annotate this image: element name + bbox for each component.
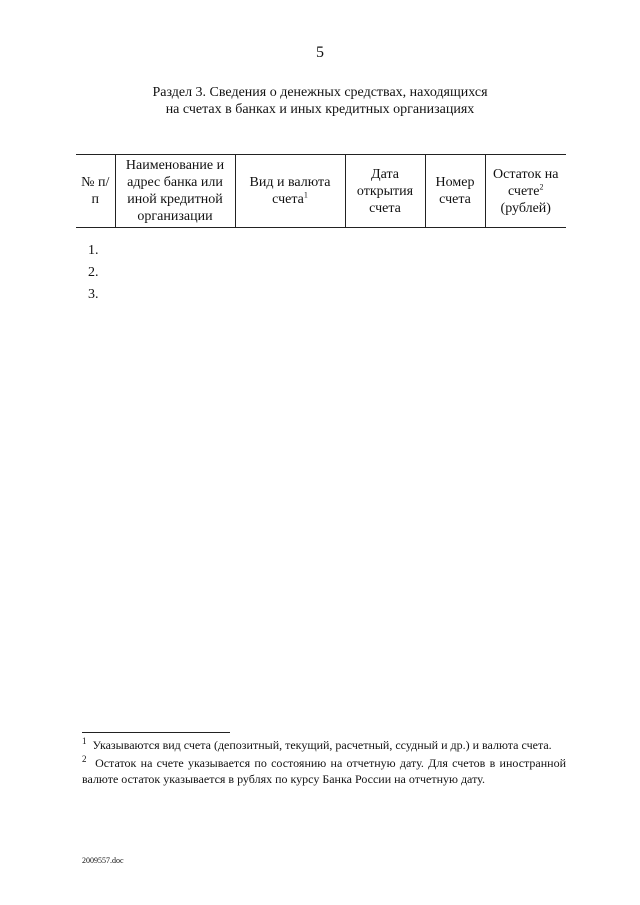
section-title [0, 84, 640, 118]
document-filename: 2009557.doc [82, 856, 124, 865]
table-header-row [76, 155, 566, 228]
header-account-type: Вид и валюта счета$^1$ [235, 155, 345, 228]
footnote-divider [82, 732, 230, 733]
header-number: № п/п [76, 155, 115, 228]
list-item: 2. [88, 265, 99, 280]
section-title-line-1: Раздел 3. Сведения о денежных средствах, находящихся [152, 85, 488, 100]
header-opening-date: Дата открытия счета [345, 155, 425, 228]
footnotes [82, 737, 566, 789]
footnote-2: $^2$ Остаток на счете указывается по состоянию на отчетную дату. Для счетов в иностранной валюте остаток указывается в рублях по курсу Банка России на отчетную дату. [82, 754, 567, 786]
footnote-ref-2: 2 [539, 181, 544, 191]
header-balance: Остаток на счете$^2$ (рублей) [485, 155, 566, 228]
section-title-line-2: на счетах в банках и иных кредитных организациях [165, 102, 475, 117]
list-item: 1. [88, 243, 99, 258]
footnote-ref-1: 1 [303, 190, 308, 200]
page-number: 5 [316, 44, 324, 61]
accounts-table [76, 154, 566, 228]
list-item: 3. [88, 287, 99, 302]
header-bank-name: Наименование и адрес банка или иной кредитной организации [115, 155, 235, 228]
footnote-1: $^1$ Указываются вид счета (депозитный, текущий, расчетный, ссудный и др.) и валюта счета. [82, 736, 552, 752]
row-numbers [88, 240, 99, 306]
header-account-number: Номер счета [425, 155, 485, 228]
